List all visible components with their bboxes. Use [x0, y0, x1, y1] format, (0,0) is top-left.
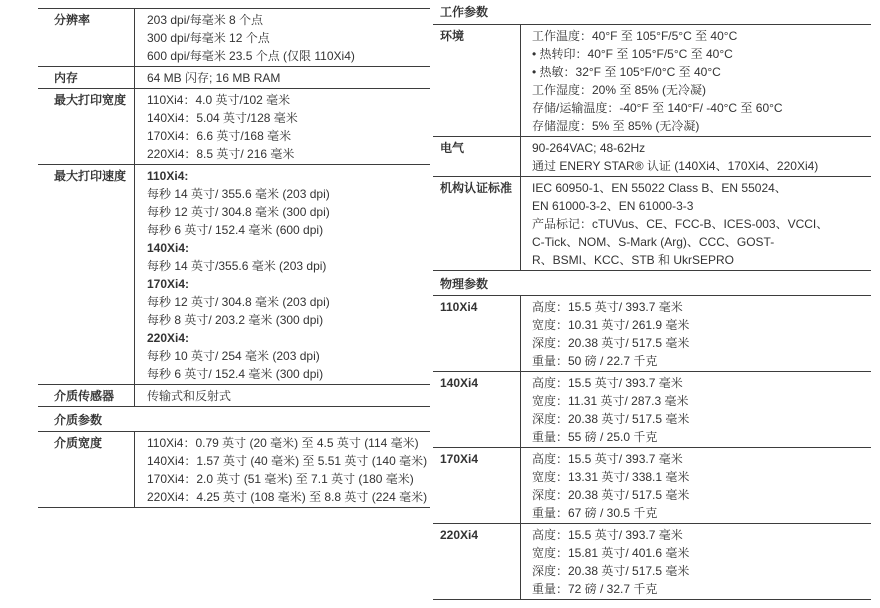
spec-label-max-print-width: 最大打印宽度: [54, 93, 127, 107]
spec-line: 每秒 12 英寸/ 304.8 毫米 (300 dpi): [147, 205, 330, 219]
spec-line: 高度：15.5 英寸/ 393.7 毫米: [532, 452, 683, 466]
spec-value-max-print-width: [134, 89, 430, 164]
spec-row-media-sensors: [38, 385, 430, 407]
spec-line: 深度：20.38 英寸/ 517.5 毫米: [532, 564, 690, 578]
spec-label-110xi4: 110Xi4: [440, 300, 478, 314]
spec-line: 工作温度：40°F 至 105°F/5°C 至 40°C: [532, 29, 738, 43]
spec-line: 宽度：13.31 英寸/ 338.1 毫米: [532, 470, 690, 484]
spec-line: R、BSMI、KCC、STB 和 UkrSEPRO: [532, 253, 735, 267]
spec-line: 110Xi4：0.79 英寸 (20 毫米) 至 4.5 英寸 (114 毫米): [147, 436, 419, 450]
spec-label-agency-approvals: 机构认证标准: [440, 181, 513, 195]
spec-value-resolution: [134, 9, 430, 66]
spec-label-media-sensors: 介质传感器: [54, 389, 115, 403]
spec-value-170xi4: [520, 448, 871, 523]
spec-line: 170Xi4：2.0 英寸 (51 毫米) 至 7.1 英寸 (180 毫米): [147, 472, 414, 486]
spec-row-max-print-speed: [38, 165, 430, 385]
spec-value-media-width: [134, 432, 430, 507]
spec-line: EN 61000-3-2、EN 61000-3-3: [532, 199, 694, 213]
spec-line: 工作湿度：20% 至 85% (无冷凝): [532, 83, 707, 97]
spec-value-media-sensors: [134, 385, 430, 406]
spec-row-media-width: [38, 432, 430, 508]
spec-line: 传输式和反射式: [147, 389, 232, 403]
spec-value-140xi4: [520, 372, 871, 447]
section-header-operating-params: 工作参数: [433, 1, 871, 25]
spec-line: 220Xi4：8.5 英寸/ 216 毫米: [147, 147, 295, 161]
spec-line: 每秒 12 英寸/ 304.8 毫米 (203 dpi): [147, 295, 330, 309]
spec-row-resolution: [38, 9, 430, 67]
spec-line: 每秒 14 英寸/ 355.6 毫米 (203 dpi): [147, 187, 330, 201]
spec-row-110xi4: [433, 296, 871, 372]
spec-label-media-width: 介质宽度: [54, 436, 103, 450]
spec-line: 140Xi4：1.57 英寸 (40 毫米) 至 5.51 英寸 (140 毫米): [147, 454, 428, 468]
spec-row-170xi4: [433, 448, 871, 524]
spec-label-memory: 内存: [54, 71, 79, 85]
spec-line: 220Xi4：4.25 英寸 (108 毫米) 至 8.8 英寸 (224 毫米): [147, 490, 428, 504]
spec-line: 203 dpi/每毫米 8 个点: [147, 13, 264, 27]
spec-row-environment: [433, 25, 871, 137]
spec-line: 宽度：11.31 英寸/ 287.3 毫米: [532, 394, 689, 408]
spec-value-110xi4: [520, 296, 871, 371]
section-header-media-params: 介质参数: [38, 407, 430, 432]
spec-line: 宽度：10.31 英寸/ 261.9 毫米: [532, 318, 690, 332]
spec-row-memory: [38, 67, 430, 89]
spec-line: 每秒 6 英寸/ 152.4 毫米 (600 dpi): [147, 223, 324, 237]
spec-line: 300 dpi/每毫米 12 个点: [147, 31, 270, 45]
section-header-physical-params: 物理参数: [433, 271, 871, 296]
spec-value-electrical: [520, 137, 871, 176]
spec-value-agency-approvals: [520, 177, 871, 270]
spec-label-resolution: 分辨率: [54, 13, 91, 27]
spec-row-140xi4: [433, 372, 871, 448]
spec-line-model: 110Xi4:: [147, 169, 189, 183]
spec-line: 深度：20.38 英寸/ 517.5 毫米: [532, 412, 690, 426]
spec-value-memory: [134, 67, 430, 88]
left-spec-column: [38, 8, 430, 508]
spec-line: 每秒 6 英寸/ 152.4 毫米 (300 dpi): [147, 367, 324, 381]
spec-line: 宽度：15.81 英寸/ 401.6 毫米: [532, 546, 690, 560]
spec-line: IEC 60950-1、EN 55022 Class B、EN 55024、: [532, 181, 787, 195]
spec-line: 存储湿度：5% 至 85% (无冷凝): [532, 119, 700, 133]
spec-line: 深度：20.38 英寸/ 517.5 毫米: [532, 488, 690, 502]
spec-value-max-print-speed: [134, 165, 430, 384]
spec-line-model: 170Xi4:: [147, 277, 190, 291]
spec-line: 600 dpi/每毫米 23.5 个点 (仅限 110Xi4): [147, 49, 355, 63]
spec-line: 通过 ENERY STAR® 认证 (140Xi4、170Xi4、220Xi4): [532, 159, 819, 173]
spec-line: 产品标记：cTUVus、CE、FCC-B、ICES-003、VCCI、: [532, 217, 829, 231]
right-spec-column: [433, 1, 871, 600]
spec-label-electrical: 电气: [440, 141, 465, 155]
spec-value-220xi4: [520, 524, 871, 599]
spec-label-220xi4: 220Xi4: [440, 528, 479, 542]
spec-label-environment: 环境: [440, 29, 465, 43]
spec-line: 90-264VAC; 48-62Hz: [532, 141, 646, 155]
spec-line: 高度：15.5 英寸/ 393.7 毫米: [532, 528, 683, 542]
spec-line-model: 140Xi4:: [147, 241, 190, 255]
spec-line: 存储/运输温度：-40°F 至 140°F/ -40°C 至 60°C: [532, 101, 783, 115]
spec-line: 每秒 14 英寸/355.6 毫米 (203 dpi): [147, 259, 327, 273]
spec-label-140xi4: 140Xi4: [440, 376, 479, 390]
spec-line-bullet: • 热敏：32°F 至 105°F/0°C 至 40°C: [532, 65, 721, 79]
right-spec-table: [433, 1, 871, 600]
spec-line: 170Xi4：6.6 英寸/168 毫米: [147, 129, 292, 143]
spec-line: 每秒 8 英寸/ 203.2 毫米 (300 dpi): [147, 313, 324, 327]
spec-line: 重量：50 磅 / 22.7 千克: [532, 354, 658, 368]
left-spec-table: [38, 8, 430, 508]
spec-line: 重量：67 磅 / 30.5 千克: [532, 506, 658, 520]
spec-value-environment: [520, 25, 871, 136]
spec-line: 重量：72 磅 / 32.7 千克: [532, 582, 658, 596]
spec-line: 高度：15.5 英寸/ 393.7 毫米: [532, 376, 683, 390]
spec-line: 140Xi4：5.04 英寸/128 毫米: [147, 111, 298, 125]
spec-line: 重量：55 磅 / 25.0 千克: [532, 430, 658, 444]
spec-line-model: 220Xi4:: [147, 331, 190, 345]
spec-line: 64 MB 闪存; 16 MB RAM: [147, 71, 281, 85]
spec-label-max-print-speed: 最大打印速度: [54, 169, 127, 183]
spec-line: C-Tick、NOM、S-Mark (Arg)、CCC、GOST-: [532, 235, 775, 249]
spec-row-agency-approvals: [433, 177, 871, 271]
spec-label-170xi4: 170Xi4: [440, 452, 479, 466]
spec-line: 110Xi4：4.0 英寸/102 毫米: [147, 93, 291, 107]
spec-line: 每秒 10 英寸/ 254 毫米 (203 dpi): [147, 349, 320, 363]
spec-row-electrical: [433, 137, 871, 177]
spec-line-bullet: • 热转印：40°F 至 105°F/5°C 至 40°C: [532, 47, 733, 61]
spec-row-max-print-width: [38, 89, 430, 165]
spec-row-220xi4: [433, 524, 871, 600]
spec-line: 高度：15.5 英寸/ 393.7 毫米: [532, 300, 683, 314]
spec-line: 深度：20.38 英寸/ 517.5 毫米: [532, 336, 690, 350]
